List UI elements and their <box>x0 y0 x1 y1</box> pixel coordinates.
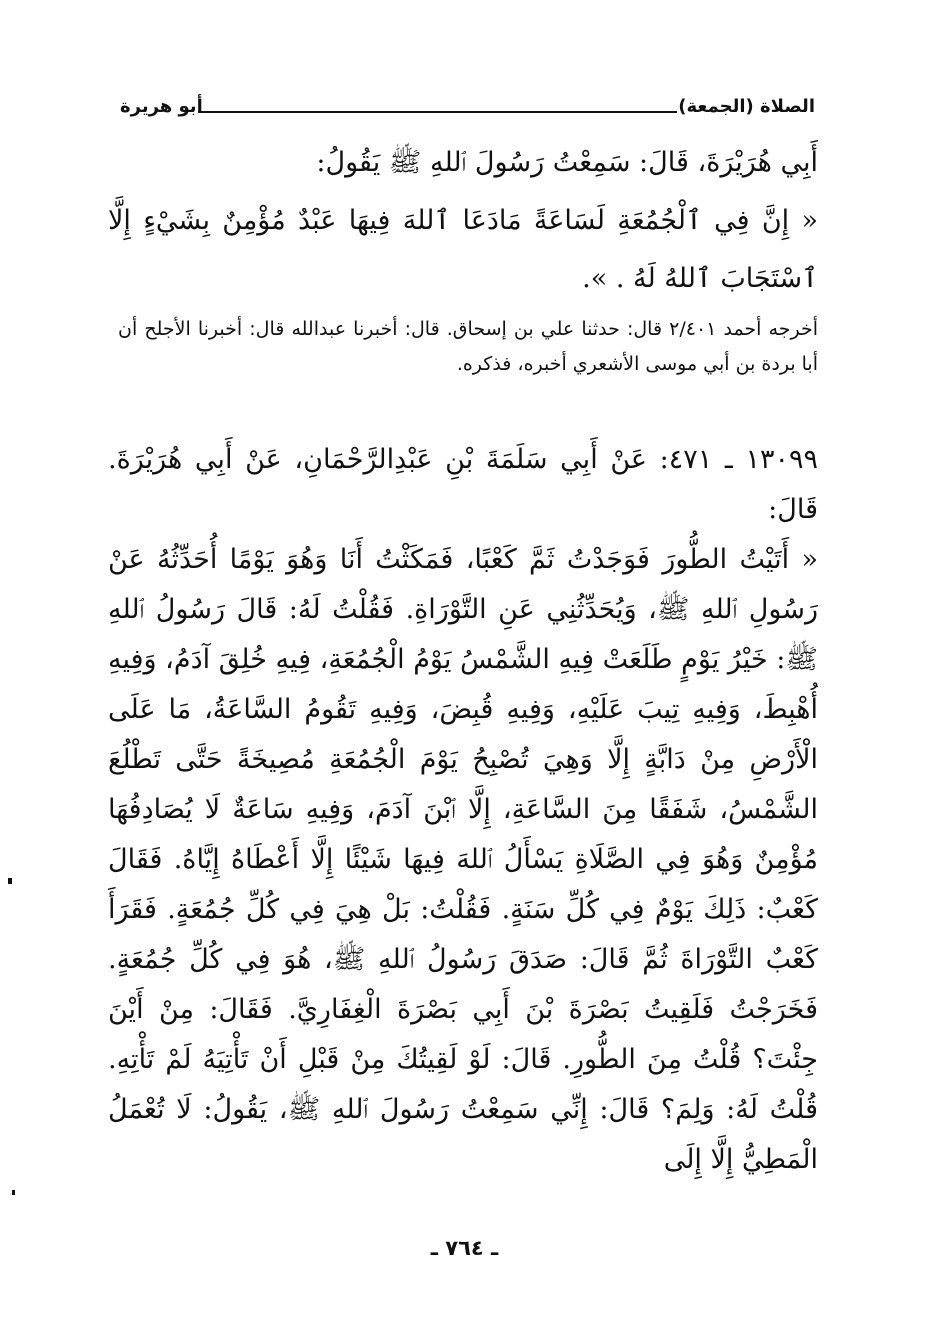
takhrij-note: أخرجه أحمد ٢/٤٠١ قال: حدثنا علي بن إسحاق. قال: أخبرنا عبدالله قال: أخبرنا الأجلح أن أبا بردة بن أبي موسى الأشعري أخبره، فذكره. <box>118 318 819 375</box>
hadith-2-heading: ١٣٠٩٩ ـ ٤٧١: عَنْ أَبِي سَلَمَةَ بْنِ عَبْدِالرَّحْمَانِ، عَنْ أَبِي هُرَيْرَةَ. قَالَ: <box>108 444 819 525</box>
hadith-1-text: « إِنَّ فِي ٱلْجُمُعَةِ لَسَاعَةً مَادَعَا ٱللهَ فِيهَا عَبْدٌ مُؤْمِنٌ بِشَيْءٍ إِلَّا ٱسْتَجَابَ ٱللهُ لَهُ . ». <box>108 205 818 294</box>
hadith-2-block <box>108 435 818 1185</box>
header-rule <box>198 111 677 113</box>
header-narrator-name: أبو هريرة <box>120 96 203 117</box>
page-number: ـ ٧٦٤ ـ <box>430 1236 499 1260</box>
hadith-2-text: « أَتَيْتُ الطُّورَ فَوَجَدْتُ ثَمَّ كَعْبًا، فَمَكَثْتُ أَنَا وَهُوَ يَوْمًا أُحَدِّثُهُ عَنْ رَسُولِ ٱللهِ ﷺ، وَيُحَدِّثُنِي عَنِ التَّوْرَاةِ. فَقُلْتُ لَهُ: قَالَ رَسُولُ ٱللهِ ﷺ: خَيْرُ يَوْمٍ طَلَعَتْ فِيهِ الشَّمْسُ يَوْمُ الْجُمُعَةِ، فِيهِ خُلِقَ آدَمُ، وَفِيهِ أُهْبِطَ، وَفِيهِ تِيبَ عَلَيْهِ، وَفِيهِ قُبِضَ، وَفِيهِ تَقُومُ السَّاعَةُ، مَا عَلَى الْأَرْضِ مِنْ دَابَّةٍ إِلَّا وَهِيَ تُصْبِحُ يَوْمَ الْجُمُعَةِ مُصِيخَةً حَتَّى تَطْلُعَ الشَّمْسُ، شَفَقًا مِنَ السَّاعَةِ، إِلَّا ٱبْنَ آدَمَ، وَفِيهِ سَاعَةٌ لَا يُصَادِفُهَا مُؤْمِنٌ وَهُوَ فِي الصَّلَاةِ يَسْأَلُ ٱللهَ فِيهَا شَيْئًا إِلَّا أَعْطَاهُ إِيَّاهُ. فَقَالَ كَعْبٌ: ذَلِكَ يَوْمٌ فِي كُلِّ سَنَةٍ. فَقُلْتُ: بَلْ هِيَ فِي كُلِّ جُمُعَةٍ. فَقَرَأَ كَعْبٌ التَّوْرَاةَ ثُمَّ قَالَ: صَدَقَ رَسُولُ ٱللهِ ﷺ، هُوَ فِي كُلِّ جُمُعَةٍ. فَخَرَجْتُ فَلَقِيتُ بَصْرَةَ بْنَ أَبِي بَصْرَةَ الْغِفَارِيَّ. فَقَالَ: مِنْ أَيْنَ جِئْتَ؟ قُلْتُ مِنَ الطُّورِ. قَالَ: لَوْ لَقِيتُكَ مِنْ قَبْلِ أَنْ تَأْتِيَهُ لَمْ تَأْتِهِ. قُلْتُ لَهُ: وَلِمَ؟ قَالَ: إِنِّي سَمِعْتُ رَسُولَ ٱللهِ ﷺ، يَقُولُ: لَا تُعْمَلُ الْمَطِيُّ إِلَّا إِلَى <box>108 544 818 1175</box>
scan-speck <box>8 878 12 884</box>
hadith-1-intro: أَبِي هُرَيْرَةَ، قَالَ: سَمِعْتُ رَسُولَ ٱللهِ ﷺ يَقُولُ: <box>316 147 818 178</box>
running-header <box>120 96 815 124</box>
scan-speck <box>12 1190 15 1195</box>
header-chapter-title: الصلاة (الجمعة) <box>678 96 815 117</box>
hadith-1-block <box>108 134 818 308</box>
